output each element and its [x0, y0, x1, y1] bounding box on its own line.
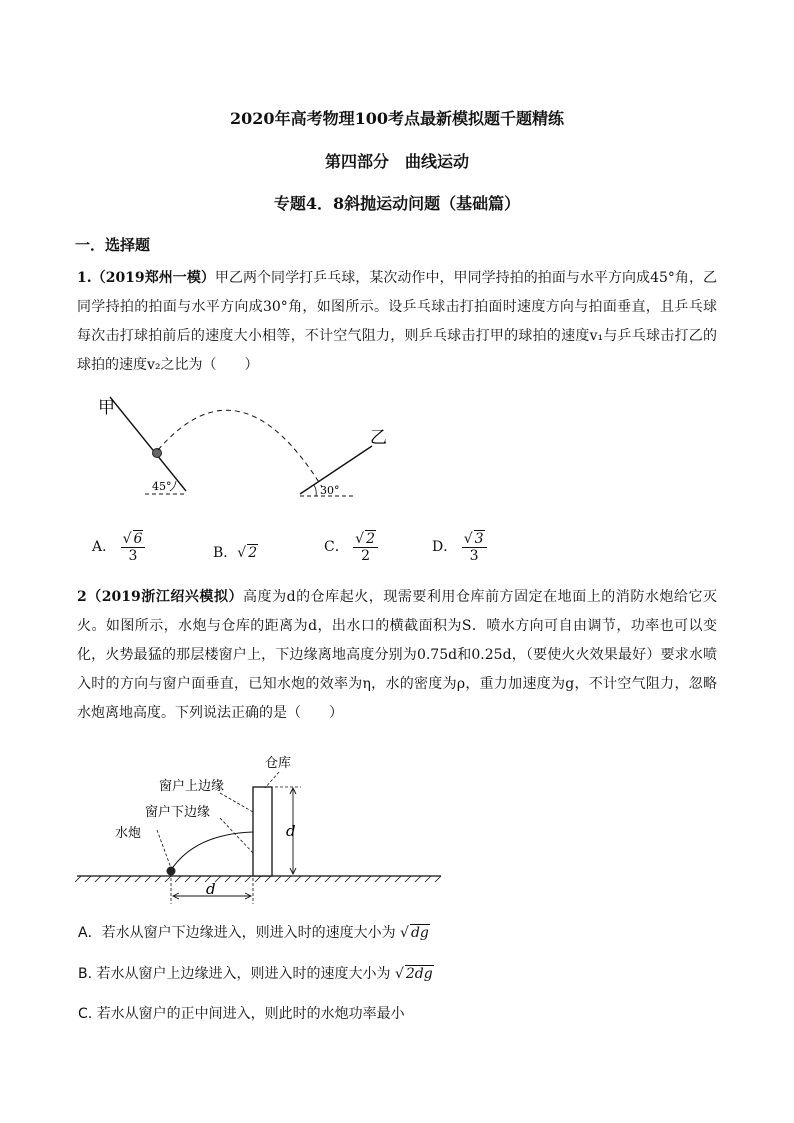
- radicand: 3: [474, 531, 484, 547]
- leader-warehouse: [265, 772, 279, 788]
- label-warehouse: 仓库: [265, 756, 292, 771]
- ball: [153, 449, 162, 458]
- question-2-text: [77, 583, 717, 728]
- fraction: $\frac{√ 2}{2}$: [353, 530, 378, 564]
- fire-cannon-figure: [75, 750, 445, 910]
- question-2-body: 高度为d的仓库起火，现需要利用仓库前方固定在地面上的消防水炮给它灭火。如图所示，水炮与仓库的距离为d，出水口的横截面积为S．喷水方向可自由调节，功率也可以变化，火势最猛的那层楼窗户上，下边缘离地高度分别为0.75d和0.25d，（要使火火效果最好）要求水喷入时的方向与窗户面垂直，已知水炮的效率为η，水的密度为ρ，重力加速度为g，不计空气阻力，忽略水炮离地高度。下列说法正确的是（ ）: [77, 589, 717, 721]
- warehouse: [253, 787, 272, 876]
- question-1-text: [77, 264, 717, 380]
- q1-option-a[interactable]: [92, 530, 145, 564]
- question-1-source: （2019郑州一模）: [91, 270, 215, 286]
- denominator: 3: [469, 548, 479, 564]
- q2-option-a[interactable]: A．若水从窗户下边缘进入，则进入时的速度大小为 √ dg: [78, 925, 429, 941]
- label-lower-edge: 窗户下边缘: [145, 805, 211, 820]
- option-letter: B.: [78, 966, 93, 982]
- section-heading: 一．选择题: [75, 236, 151, 254]
- radicand: dg: [410, 925, 429, 941]
- radicand: 2dg: [405, 966, 433, 982]
- ground-hatching: [75, 876, 441, 882]
- question-1-body: 甲乙两个同学打乒乓球，某次动作中，甲同学持拍的拍面与水平方向成45°角，乙同学持拍的拍面与水平方向成30°角，如图所示。设乒乓球击打拍面时速度方向与拍面垂直，且乒乓球每次击打球拍前后的速度大小相等，不计空气阻力，则乒乓球击打甲的球拍的速度v₁与乒乓球击打乙的球拍的速度v₂之比为（ ）: [77, 270, 718, 373]
- leader-cannon: [157, 830, 171, 868]
- fraction: $\frac{√ 6}{3}$: [121, 530, 146, 564]
- ball-trajectory: [158, 410, 322, 487]
- option-letter: C.: [78, 1006, 93, 1022]
- label-cannon: 水炮: [115, 826, 142, 841]
- option-text: 若水从窗户下边缘进入，则进入时的速度大小为: [101, 925, 396, 941]
- label-upper-edge: 窗户上边缘: [159, 779, 225, 794]
- option-text: 若水从窗户上边缘进入，则进入时的速度大小为: [96, 966, 391, 982]
- radicand: 2: [366, 531, 376, 547]
- ping-pong-figure: [90, 395, 410, 505]
- option-letter: B．: [213, 545, 238, 561]
- fraction: $\frac{√ 3}{3}$: [462, 530, 487, 564]
- leader-upper-edge: [220, 793, 253, 812]
- angle-right-label: 30°: [320, 484, 340, 497]
- question-2-number: 2: [77, 589, 87, 605]
- paddle-left-line: [110, 397, 186, 491]
- label-jia: 甲: [98, 398, 115, 418]
- angle-left-label: 45°: [152, 480, 172, 493]
- topic-title: 专题4．8斜抛运动问题（基础篇）: [273, 194, 521, 213]
- q1-option-c[interactable]: [324, 530, 378, 564]
- option-letter: D．: [432, 539, 458, 555]
- page-title: 2020年高考物理100考点最新模拟题千题精练: [230, 109, 564, 128]
- option-text: 若水从窗户的正中间进入，则此时的水炮功率最小: [96, 1006, 405, 1022]
- q1-option-d[interactable]: [432, 530, 487, 564]
- option-letter: A．: [78, 925, 102, 941]
- radicand: 6: [133, 531, 143, 547]
- q1-option-b[interactable]: B．√ 2: [213, 545, 258, 561]
- q2-option-c[interactable]: [78, 1003, 405, 1023]
- part-title: 第四部分 曲线运动: [324, 152, 469, 171]
- option-letter: A．: [92, 539, 117, 555]
- angle-arc-right: [314, 485, 316, 496]
- q2-option-b[interactable]: B. 若水从窗户上边缘进入，则进入时的速度大小为 √ 2dg: [78, 966, 433, 982]
- label-d-vertical: d: [286, 822, 296, 840]
- denominator: 2: [361, 548, 371, 564]
- option-letter: C．: [324, 539, 349, 555]
- question-2-source: （2019浙江绍兴模拟）: [86, 589, 244, 605]
- label-yi: 乙: [370, 428, 387, 448]
- question-1-number: 1.: [77, 270, 92, 286]
- denominator: 3: [128, 548, 138, 564]
- radicand: 2: [248, 545, 258, 561]
- water-trajectory: [171, 832, 253, 870]
- label-d-horizontal: d: [206, 880, 216, 898]
